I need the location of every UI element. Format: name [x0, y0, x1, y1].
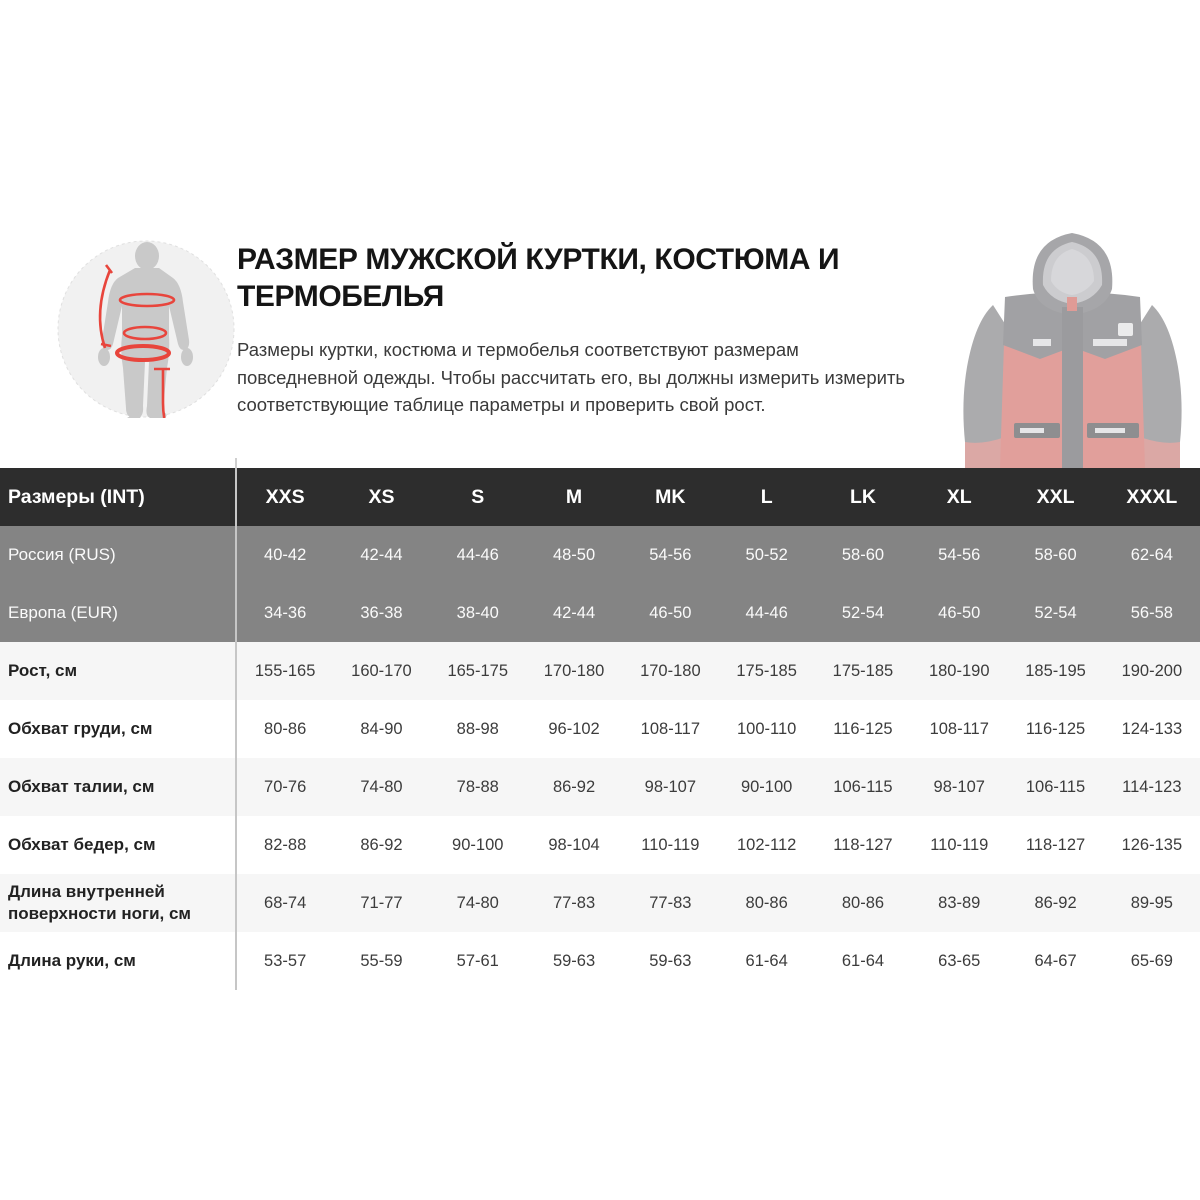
table-row	[0, 526, 1200, 584]
size-header-cell: XXL	[1036, 485, 1075, 508]
value-cell: 52-54	[1034, 603, 1077, 622]
value-cell: 116-125	[833, 719, 893, 738]
column-separator-notch	[235, 458, 237, 468]
value-cell: 98-104	[548, 835, 600, 854]
value-cell: 44-46	[456, 545, 499, 564]
value-cell: 36-38	[360, 603, 403, 622]
value-cell: 102-112	[736, 835, 797, 854]
size-header-cell: XL	[946, 485, 972, 508]
value-cell: 71-77	[360, 893, 403, 912]
value-cell: 100-110	[736, 719, 797, 738]
intro-block	[237, 241, 937, 419]
value-cell: 160-170	[351, 661, 412, 680]
value-cell: 80-86	[264, 719, 307, 738]
table-row	[0, 584, 1200, 642]
table-row	[0, 700, 1200, 758]
value-cell: 34-36	[264, 603, 307, 622]
value-cell: 44-46	[745, 603, 788, 622]
value-cell: 42-44	[552, 603, 596, 622]
row-label-cell: Обхват бедер, см	[0, 816, 237, 874]
value-cell: 170-180	[543, 661, 605, 680]
table-row	[0, 758, 1200, 816]
value-cell: 59-63	[649, 951, 692, 970]
value-cell: 42-44	[360, 545, 403, 564]
value-cell: 116-125	[1025, 719, 1086, 738]
value-cell: 82-88	[264, 835, 307, 854]
row-label-cell: Рост, см	[0, 642, 237, 700]
value-cell: 126-135	[1121, 835, 1183, 854]
value-cell: 68-74	[264, 893, 307, 912]
size-header-cell: XS	[368, 485, 395, 508]
value-cell: 53-57	[264, 951, 307, 970]
size-header-cell: M	[565, 485, 583, 508]
value-cell: 86-92	[360, 835, 403, 854]
row-label-cell: Длина внутренней поверхности ноги, см	[0, 874, 237, 932]
value-cell: 106-115	[833, 777, 893, 796]
page-title: РАЗМЕР МУЖСКОЙ КУРТКИ, КОСТЮМА И ТЕРМОБЕЛЬЯ	[237, 243, 840, 313]
value-cell: 55-59	[360, 951, 403, 970]
value-cell: 180-190	[928, 661, 990, 680]
value-cell: 90-100	[452, 835, 504, 854]
value-cell: 64-67	[1034, 951, 1077, 970]
size-header-cell: LK	[849, 485, 876, 508]
value-cell: 50-52	[745, 545, 788, 564]
table-row	[0, 642, 1200, 700]
value-cell: 59-63	[552, 951, 596, 970]
size-header-cell: XXS	[265, 485, 305, 508]
value-cell: 108-117	[929, 719, 989, 738]
header-label-cell: Размеры (INT)	[0, 468, 237, 526]
size-header-cell: MK	[655, 485, 686, 508]
value-cell: 48-50	[552, 545, 596, 564]
value-cell: 83-89	[938, 893, 981, 912]
value-cell: 46-50	[938, 603, 981, 622]
value-cell: 84-90	[360, 719, 403, 738]
value-cell: 80-86	[841, 893, 885, 912]
value-cell: 74-80	[360, 777, 403, 796]
value-cell: 86-92	[552, 777, 596, 796]
value-cell: 58-60	[841, 545, 885, 564]
row-label-cell: Обхват талии, см	[0, 758, 237, 816]
value-cell: 165-175	[447, 661, 509, 680]
value-cell: 98-107	[644, 777, 697, 796]
value-cell: 65-69	[1130, 951, 1173, 970]
value-cell: 54-56	[938, 545, 981, 564]
value-cell: 61-64	[841, 951, 885, 970]
value-cell: 170-180	[640, 661, 701, 680]
value-cell: 86-92	[1034, 893, 1077, 912]
value-cell: 63-65	[938, 951, 981, 970]
value-cell: 89-95	[1130, 893, 1173, 912]
value-cell: 74-80	[456, 893, 499, 912]
value-cell: 77-83	[649, 893, 692, 912]
value-cell: 118-127	[833, 835, 893, 854]
value-cell: 52-54	[841, 603, 885, 622]
value-cell: 108-117	[640, 719, 701, 738]
value-cell: 57-61	[456, 951, 499, 970]
value-cell: 98-107	[933, 777, 985, 796]
value-cell: 70-76	[264, 777, 307, 796]
value-cell: 118-127	[1025, 835, 1086, 854]
value-cell: 175-185	[832, 661, 894, 680]
value-cell: 110-119	[930, 835, 989, 854]
value-cell: 88-98	[456, 719, 499, 738]
value-cell: 185-195	[1025, 661, 1086, 680]
row-label-cell: Европа (EUR)	[0, 584, 237, 642]
size-header-cell: XXXL	[1126, 485, 1178, 508]
value-cell: 80-86	[745, 893, 788, 912]
size-header-cell: S	[471, 485, 485, 508]
jacket-product-image	[945, 227, 1200, 468]
row-label-cell: Обхват груди, см	[0, 700, 237, 758]
value-cell: 77-83	[552, 893, 596, 912]
body-measurement-icon	[57, 240, 235, 418]
value-cell: 114-123	[1122, 777, 1182, 796]
value-cell: 56-58	[1130, 603, 1173, 622]
value-cell: 110-119	[641, 835, 700, 854]
value-cell: 78-88	[456, 777, 499, 796]
table-header-row	[0, 468, 1200, 526]
table-row	[0, 932, 1200, 990]
table-row	[0, 874, 1200, 932]
value-cell: 40-42	[264, 545, 307, 564]
row-label-cell: Длина руки, см	[0, 932, 237, 990]
value-cell: 46-50	[649, 603, 692, 622]
size-table	[0, 468, 1200, 990]
value-cell: 106-115	[1025, 777, 1086, 796]
table-row	[0, 816, 1200, 874]
value-cell: 96-102	[548, 719, 600, 738]
value-cell: 90-100	[740, 777, 793, 796]
value-cell: 190-200	[1121, 661, 1183, 680]
value-cell: 54-56	[649, 545, 692, 564]
value-cell: 61-64	[745, 951, 788, 970]
value-cell: 175-185	[736, 661, 797, 680]
value-cell: 62-64	[1130, 545, 1173, 564]
value-cell: 38-40	[456, 603, 499, 622]
size-header-cell: L	[760, 485, 773, 508]
value-cell: 124-133	[1121, 719, 1183, 738]
row-label-cell: Россия (RUS)	[0, 526, 237, 584]
page-description: Размеры куртки, костюма и термобелья соответствуют размерам повседневной одежды. Чтобы рассчитать его, вы должны измерить измерить соответствующие таблице параметры и проверить свой рост.	[237, 339, 906, 415]
value-cell: 58-60	[1034, 545, 1077, 564]
value-cell: 155-165	[254, 661, 316, 680]
